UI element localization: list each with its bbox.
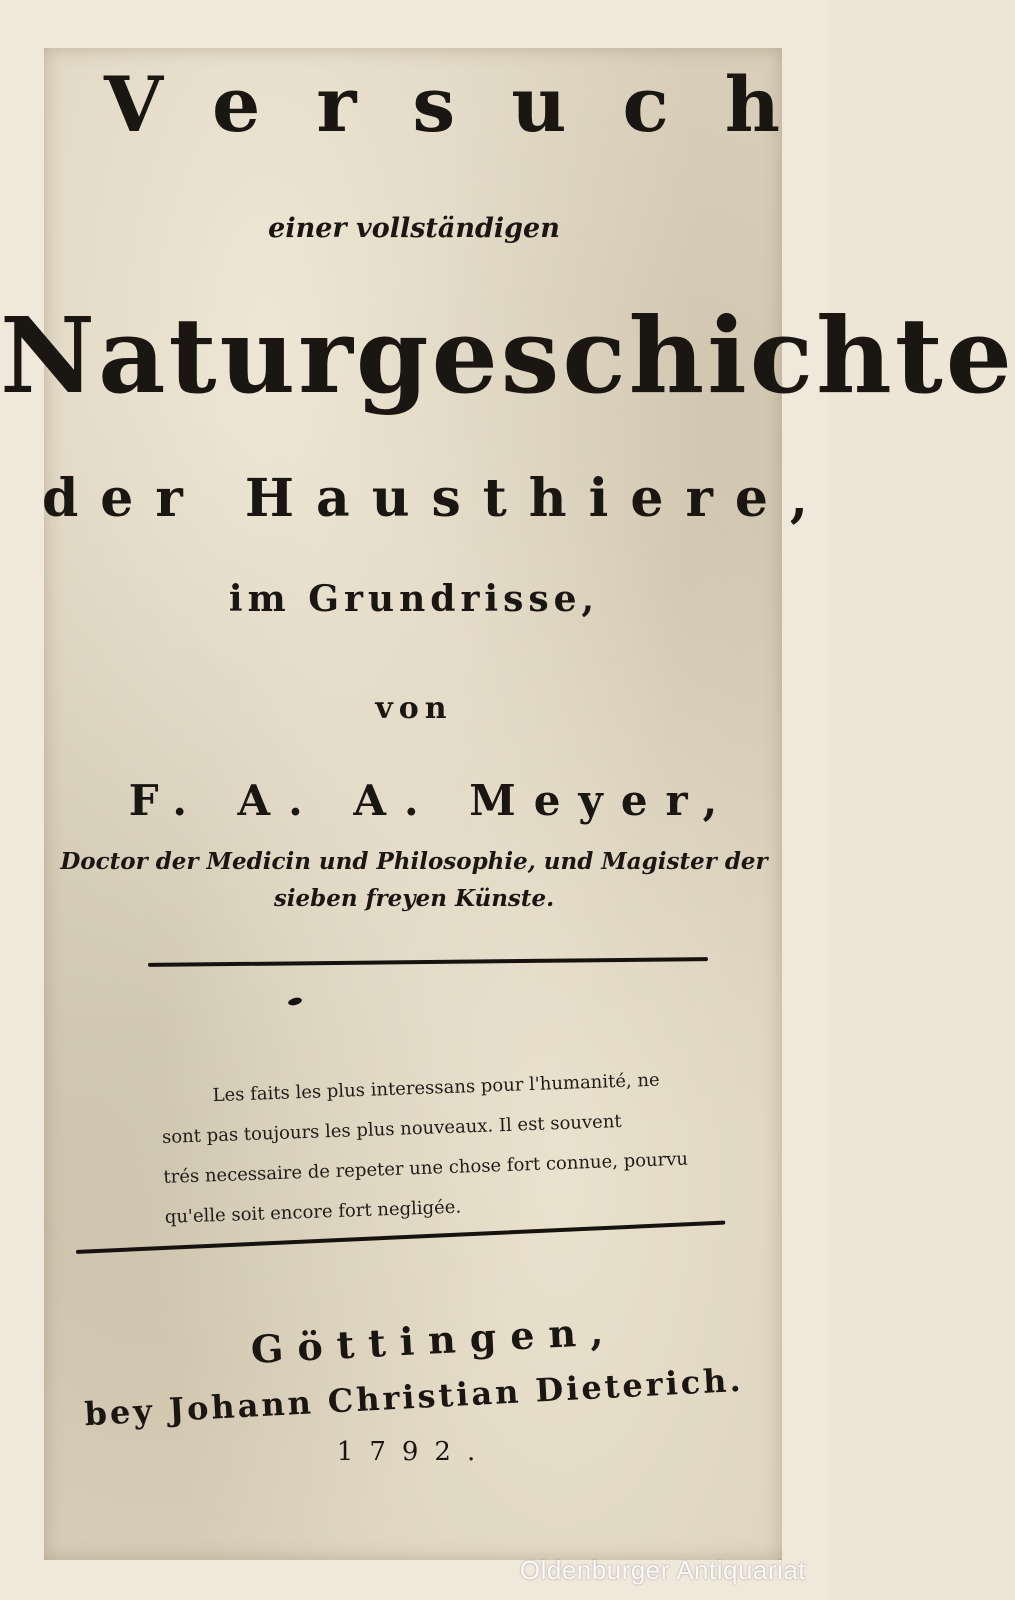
imprint-place: Göttingen,: [249, 1307, 619, 1373]
title-word: Versuch: [104, 60, 836, 149]
motto-block: [160, 1058, 735, 1238]
motto-line: trés necessaire de repeter une chose fort connue, pourvu: [163, 1148, 689, 1188]
subtitle-line: einer vollständigen: [268, 213, 560, 244]
imprint-year: 1792.: [336, 1437, 492, 1467]
subject-line: der Hausthiere,: [41, 468, 831, 529]
imprint-publisher: bey Johann Christian Dieterich.: [83, 1360, 745, 1434]
main-title: Naturgeschichte: [0, 294, 1015, 417]
motto-line: sont pas toujours les plus nouveaux. Il est souvent: [161, 1110, 622, 1148]
author-credentials-line1: Doctor der Medicin und Philosophie, und Magister der: [60, 848, 768, 875]
author-credentials-line2: sieben freyen Künste.: [273, 885, 555, 912]
author-name: F. A. A. Meyer,: [128, 776, 736, 825]
motto-line: Les faits les plus interessans pour l'humanité, ne: [212, 1069, 660, 1107]
form-line: im Grundrisse,: [228, 578, 600, 620]
watermark: Oldenburger Antiquariat: [519, 1555, 806, 1585]
motto-line: qu'elle soit encore fort negligée.: [164, 1196, 462, 1228]
by-line: von: [375, 691, 453, 726]
